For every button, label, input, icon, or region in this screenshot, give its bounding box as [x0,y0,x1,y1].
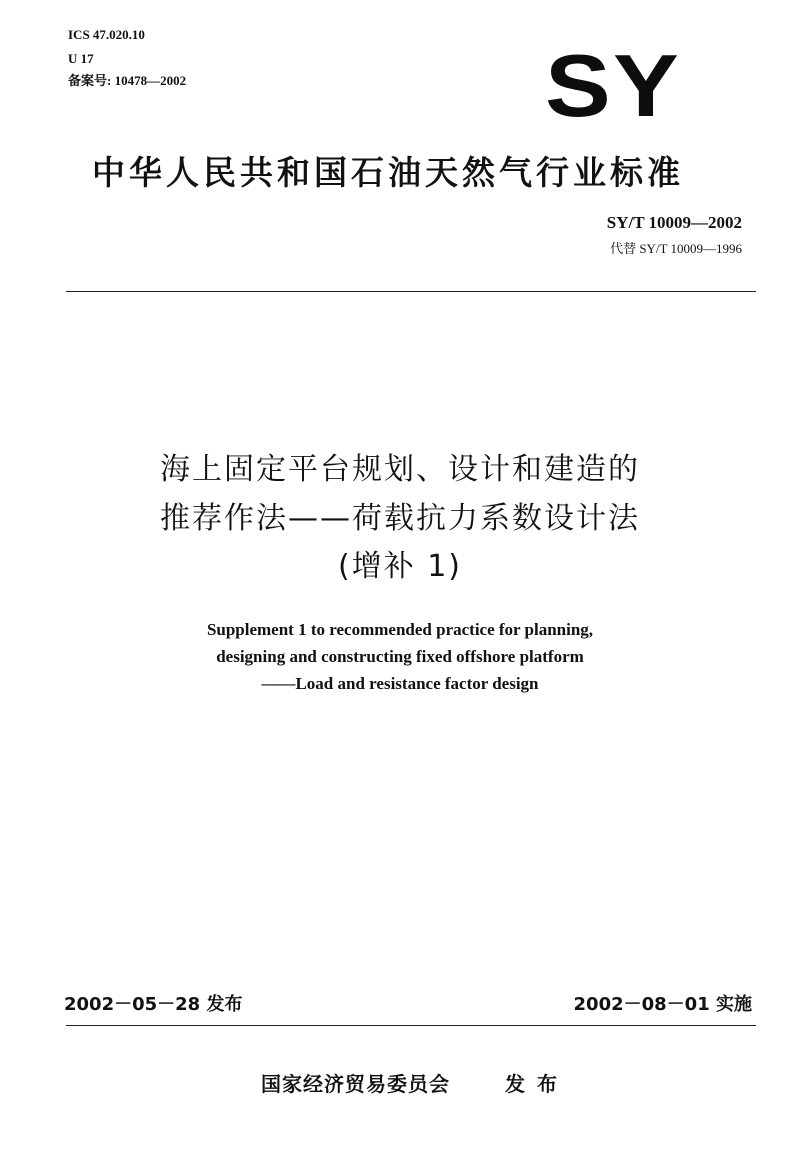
title-en-line3: ——Load and resistance factor design [261,674,539,693]
title-cn-line3: (增补 1) [337,549,463,584]
replaces-note: 代替 SY/T 10009—1996 [610,241,742,256]
ccs-code: U 17 [68,51,94,66]
title-cn-line1: 海上固定平台规划、设计和建造的 [160,452,640,487]
ics-code: ICS 47.020.10 [68,27,145,42]
title-cn-line2: 推荐作法——荷载抗力系数设计法 [160,501,640,536]
standard-category-title: 中华人民共和国石油天然气行业标准 [92,153,684,192]
issue-label: 发布 [505,1072,569,1096]
filing-number: 备案号: 10478—2002 [68,73,187,88]
footer-divider [66,1025,756,1026]
header-divider [66,291,756,292]
title-en-line2: designing and constructing fixed offshore platform [216,647,584,666]
standard-number: SY/T 10009—2002 [606,213,742,232]
title-en-line1: Supplement 1 to recommended practice for planning, [206,620,594,639]
release-date: 2002－05－28 发布 [64,994,243,1015]
implement-date: 2002－08－01 实施 [573,994,752,1015]
issuer-name: 国家经济贸易委员会 [261,1072,450,1096]
sy-logo: SY [545,36,681,135]
